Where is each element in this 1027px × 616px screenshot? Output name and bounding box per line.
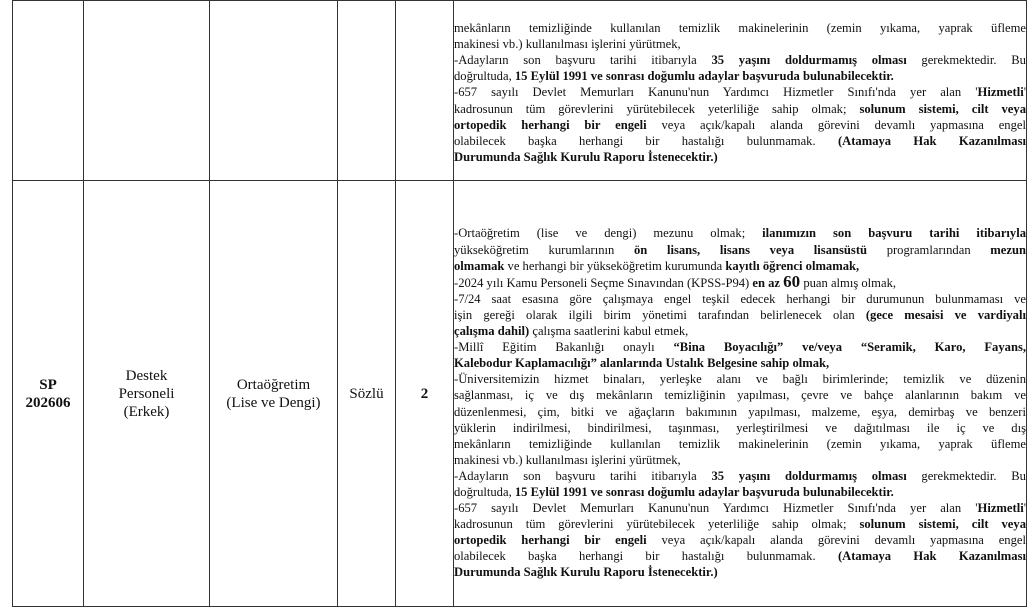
- requirement-line: [454, 500, 1026, 516]
- requirement-line: [454, 371, 1026, 387]
- requirements-text: [454, 16, 1026, 165]
- body-text: yükseköğretim kurumlarının: [454, 242, 634, 257]
- emphasis-text: en az: [752, 275, 784, 290]
- body-text: programlarından: [867, 242, 991, 257]
- body-text: -Ortaöğretim (lise ve dengi) mezunu olmak;: [454, 226, 763, 241]
- requirement-line: [454, 52, 1026, 68]
- requirement-line: [454, 484, 1026, 500]
- emphasis-text: ortopedik herhangi bir engeli: [454, 533, 647, 548]
- count-cell: [396, 181, 454, 607]
- requirement-line: [454, 20, 1026, 36]
- emphasis-text: 35 yaşını doldurmamış olması: [711, 53, 907, 68]
- requirements-text: [454, 206, 1026, 580]
- body-text: mekânların temizliğinde kullanılan temizlik makinelerinin (zemin yıkama, yaprak üfleme: [454, 21, 1026, 36]
- requirement-line: [454, 68, 1026, 84]
- body-text: veya açık/kapalı alanda görevini devamlı yapmasına engel: [646, 117, 1026, 132]
- body-text: ': [1023, 85, 1026, 100]
- requirement-line: [454, 404, 1026, 420]
- emphasis-text: Durumunda Sağlık Kurulu Raporu İstenecektir.): [454, 149, 718, 164]
- body-text: makinesi vb.) kullanılması işlerini yürütmek,: [454, 37, 681, 52]
- body-text: kadrosunun tüm görevlerini yürütebilecek yeterliliğe sahip olmak;: [454, 517, 860, 532]
- body-text: sağlanması, iç ve dış mekânların temizliğinin yapılması, çevre ve bahçe alanlarının bakım ve: [454, 388, 1026, 403]
- exam-cell: [338, 181, 396, 607]
- body-text: -Üniversitemizin hizmet binaları, yerleşke alanı ve bağlı birimlerinde; temizlik ve düzenin: [454, 372, 1026, 387]
- body-text: olabilecek başka herhangi bir hastalığı bulunmamak.: [454, 549, 838, 564]
- body-text: doğrultuda,: [454, 69, 515, 84]
- requirement-line: [454, 387, 1026, 403]
- body-text: -657 sayılı Devlet Memurları Kanunu'nun Yardımcı Hizmetler Sınıfı'nda yer alan ': [454, 85, 978, 100]
- requirement-line: [454, 323, 1026, 339]
- emphasis-text: ön lisans, lisans veya lisansüstü: [633, 242, 868, 257]
- emphasis-text: mezun: [990, 242, 1026, 257]
- requirement-line: [454, 452, 1026, 468]
- education-line: (Lise ve Dengi): [226, 394, 321, 411]
- body-text: -2024 yılı Kamu Personeli Seçme Sınavından (KPSS-P94): [454, 275, 753, 290]
- body-text: kadrosunun tüm görevlerini yürütebilecek yeterliliğe sahip olmak;: [454, 101, 860, 116]
- body-text: çalışma saatlerini kabul etmek,: [529, 324, 689, 339]
- emphasis-text: ilanımızın son başvuru tarihi itibarıyla: [762, 226, 1027, 241]
- requirement-line: [454, 355, 1026, 371]
- requirement-line: [454, 242, 1026, 258]
- body-text: işin gereği olarak ilgili birim yönetimi tarafından belirlenecek olan: [454, 307, 866, 322]
- emphasis-text: solunum sistemi, cilt veya: [859, 101, 1026, 116]
- emphasis-text: (gece mesaisi ve vardiyalı: [865, 307, 1026, 322]
- exam-type: Sözlü: [349, 385, 384, 402]
- requirement-line: [454, 548, 1026, 564]
- requirements-cell: [454, 181, 1027, 607]
- requirement-line: [454, 420, 1026, 436]
- position-table: [12, 0, 1027, 607]
- body-text: ve herhangi bir yükseköğretim kurumunda: [504, 258, 726, 273]
- emphasis-text: solunum sistemi, cilt veya: [859, 517, 1026, 532]
- education-cell: [210, 181, 338, 607]
- exam-cell: [338, 1, 396, 181]
- body-text: puan almış olmak,: [800, 275, 897, 290]
- emphasis-text: 15 Eylül 1991 ve sonrası doğumlu adaylar başvuruda bulunabilecektir.: [514, 69, 894, 84]
- requirement-line: [454, 101, 1026, 117]
- position-code-line: 202606: [25, 394, 71, 411]
- education-line: Ortaöğretim: [236, 376, 311, 393]
- emphasis-text: 35 yaşını doldurmamış olması: [711, 468, 907, 483]
- title-cell: [84, 181, 210, 607]
- position-title-line: Destek: [125, 367, 168, 384]
- emphasis-text: 60: [783, 271, 801, 291]
- code-cell: [13, 181, 84, 607]
- requirement-line: [454, 291, 1026, 307]
- title-cell: [84, 1, 210, 181]
- position-title-line: (Erkek): [123, 403, 170, 420]
- requirement-line: [454, 133, 1026, 149]
- body-text: yüklerin indirilmesi, bindirilmesi, taşınması, yerleştirilmesi ve dağıtılması ile iç ve dış: [454, 420, 1026, 435]
- body-text: -Adayların son başvuru tarihi itibarıyla: [454, 468, 712, 483]
- emphasis-text: Hizmetli: [977, 501, 1024, 516]
- emphasis-text: 15 Eylül 1991 ve sonrası doğumlu adaylar başvuruda bulunabilecektir.: [514, 484, 894, 499]
- count-cell: [396, 1, 454, 181]
- position-code-line: SP: [39, 376, 57, 393]
- requirement-line: [454, 468, 1026, 484]
- emphasis-text: (Atamaya Hak Kazanılması: [837, 133, 1026, 148]
- position-code: [13, 376, 83, 412]
- body-text: ': [1023, 501, 1026, 516]
- requirements-cell: [454, 1, 1027, 181]
- requirement-line: [454, 307, 1026, 323]
- requirement-line: [454, 339, 1026, 355]
- table-row: [13, 181, 1027, 607]
- requirement-line: [454, 436, 1026, 452]
- requirement-line: [454, 516, 1026, 532]
- body-text: -Millî Eğitim Bakanlığı onaylı: [454, 340, 674, 355]
- requirement-line: [454, 117, 1026, 133]
- table-row: [13, 1, 1027, 181]
- body-text: doğrultuda,: [454, 484, 515, 499]
- requirement-line: [454, 258, 1026, 274]
- body-text: -657 sayılı Devlet Memurları Kanunu'nun Yardımcı Hizmetler Sınıfı'nda yer alan ': [454, 501, 978, 516]
- body-text: -Adayların son başvuru tarihi itibarıyla: [454, 53, 712, 68]
- emphasis-text: Hizmetli: [977, 85, 1024, 100]
- position-title-line: Personeli: [118, 385, 175, 402]
- requirement-line: [454, 564, 1026, 580]
- position-count: 2: [420, 385, 429, 402]
- body-text: düzenlenmesi, çim, bitki ve ağaçların bakımının yapılması, malzeme, eşya, demirbaş ve benzeri: [454, 404, 1026, 419]
- emphasis-text: “Bina Boyacılığı” ve/veya “Seramik, Karo, Fayans,: [673, 340, 1027, 355]
- body-text: mekânların temizliğinde kullanılan temizlik makinelerinin (zemin yıkama, yaprak üfleme: [454, 436, 1026, 451]
- emphasis-text: çalışma dahil): [454, 324, 530, 339]
- emphasis-text: Durumunda Sağlık Kurulu Raporu İstenecektir.): [454, 565, 718, 580]
- requirement-line: [454, 149, 1026, 165]
- body-text: olabilecek başka herhangi bir hastalığı bulunmamak.: [454, 133, 838, 148]
- requirement-line: [454, 84, 1026, 100]
- emphasis-text: Kalebodur Kaplamacılığı” alanlarında Ustalık Belgesine sahip olmak,: [454, 356, 830, 371]
- code-cell: [13, 1, 84, 181]
- emphasis-text: olmamak: [454, 258, 505, 273]
- position-title: [84, 367, 209, 421]
- emphasis-text: kayıtlı öğrenci olmamak,: [725, 258, 860, 273]
- education-cell: [210, 1, 338, 181]
- body-text: gerekmektedir. Bu: [906, 468, 1026, 483]
- requirement-line: [454, 36, 1026, 52]
- requirement-line: [454, 532, 1026, 548]
- body-text: -7/24 saat esasına göre çalışmaya engel teşkil edecek herhangi bir durumunun bulunmaması ve: [454, 291, 1026, 306]
- emphasis-text: ortopedik herhangi bir engeli: [454, 117, 647, 132]
- body-text: veya açık/kapalı alanda görevini devamlı yapmasına engel: [646, 533, 1026, 548]
- body-text: gerekmektedir. Bu: [906, 53, 1026, 68]
- education-level: [210, 376, 337, 412]
- body-text: makinesi vb.) kullanılması işlerini yürütmek,: [454, 452, 681, 467]
- requirement-line: [454, 225, 1026, 241]
- requirement-line: [454, 271, 1026, 291]
- emphasis-text: (Atamaya Hak Kazanılması: [837, 549, 1026, 564]
